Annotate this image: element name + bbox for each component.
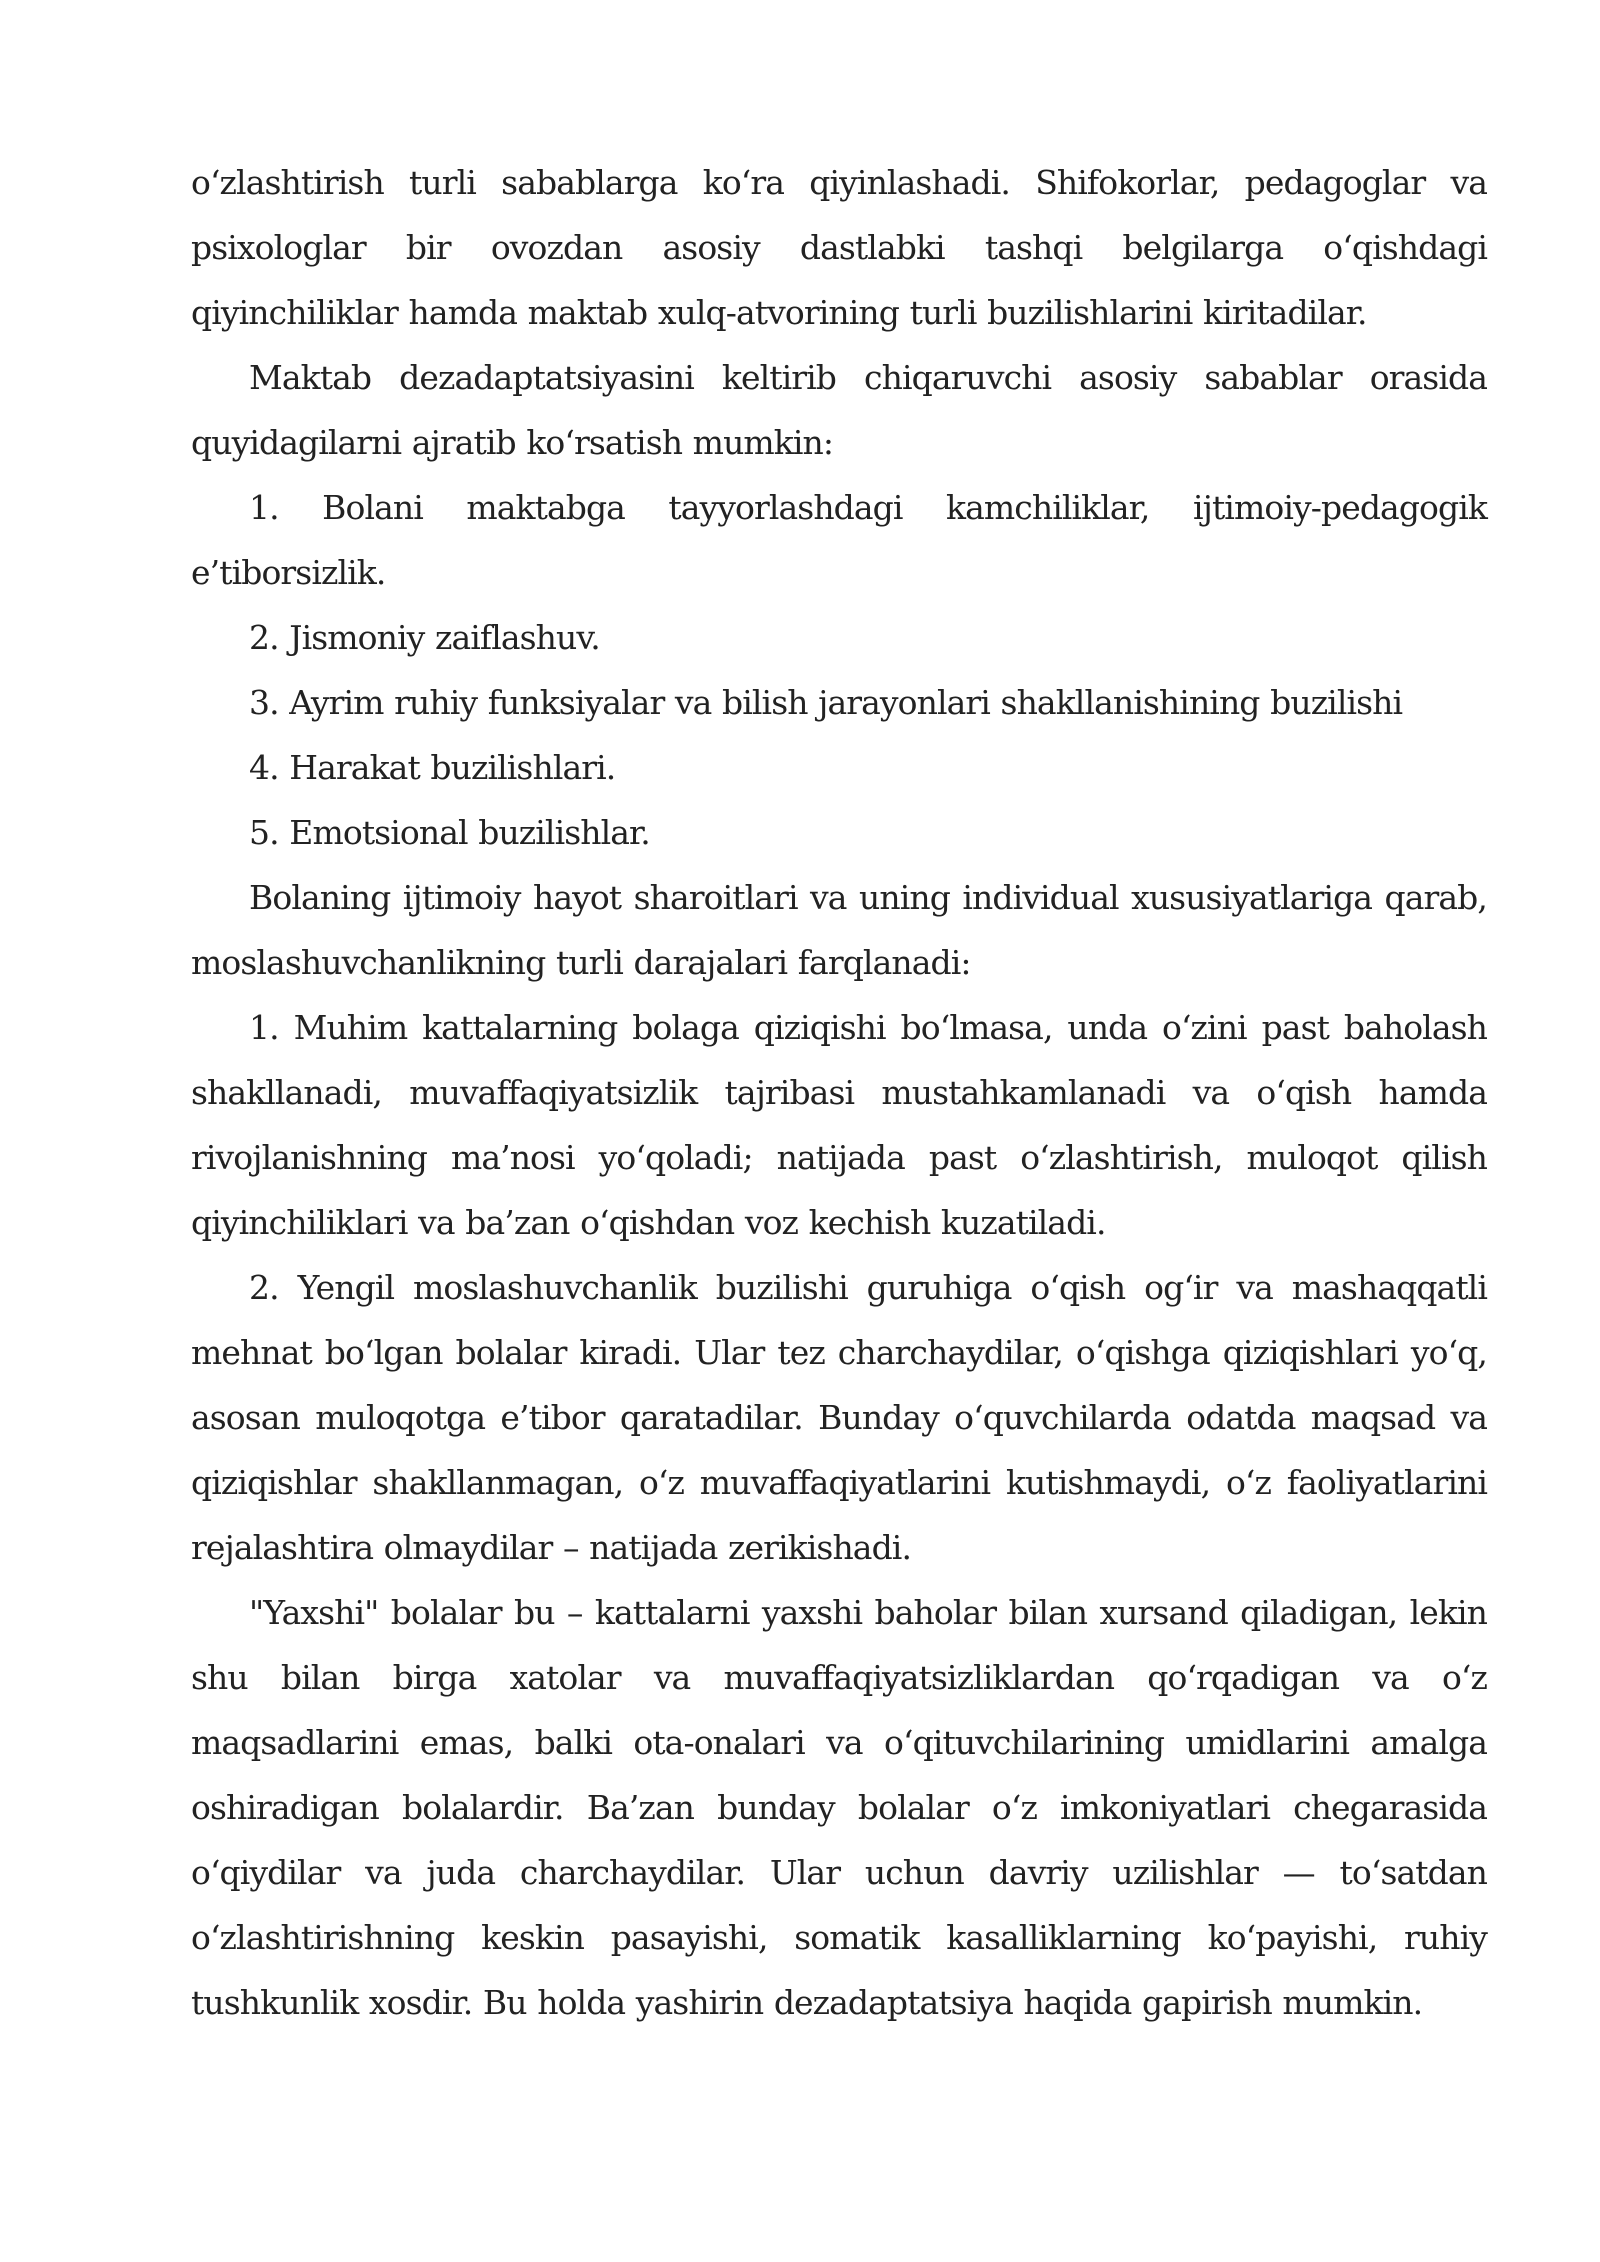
list-item-level-2: 2. Yengil moslashuvchanlik buzilishi guruhiga o‘qish og‘ir va mashaqqatli mehnat bo‘lgan bolalar kiradi. Ular tez charchaydilar, o‘qishga qiziqishlari yo‘q, asosan muloqotga e’tibor qaratadilar. Bunday o‘quvchilarda odatda maqsad va qiziqishlar shakllanmagan, o‘z muvaffaqiyatlarini kutishmaydi, o‘z faoliyatlarini rejalashtira olmaydilar – natijada zerikishadi. [191,1268,1487,1567]
list-item-cause-1: 1. Bolani maktabga tayyorlashdagi kamchiliklar, ijtimoiy-pedagogik e’tiborsizlik. [191,488,1487,592]
paragraph-continuation: o‘zlashtirish turli sabablarga ko‘ra qiyinlashadi. Shifokorlar, pedagoglar va psixologlar bir ovozdan asosiy dastlabki tashqi belgilarga o‘qishdagi qiyinchiliklar hamda maktab xulq-atvorining turli buzilishlarini kiritadilar. [191,163,1487,332]
paragraph-levels-intro: Bolaning ijtimoiy hayot sharoitlari va uning individual xususiyatlariga qarab, moslashuvchanlikning turli darajalari farqlanadi: [191,878,1487,982]
document-body [191,150,1487,2035]
paragraph-causes-intro: Maktab dezadaptatsiyasini keltirib chiqaruvchi asosiy sabablar orasida quyidagilarni ajratib ko‘rsatish mumkin: [191,358,1487,462]
list-item-cause-4: 4. Harakat buzilishlari. [249,748,616,787]
list-item-cause-2: 2. Jismoniy zaiflashuv. [249,618,600,657]
list-item-cause-5: 5. Emotsional buzilishlar. [249,813,650,852]
paragraph-good-children: "Yaxshi" bolalar bu – kattalarni yaxshi baholar bilan xursand qiladigan, lekin shu bilan birga xatolar va muvaffaqiyatsizliklardan qo‘rqadigan va o‘z maqsadlarini emas, balki ota-onalari va o‘qituvchilarining umidlarini amalga oshiradigan bolalardir. Ba’zan bunday bolalar o‘z imkoniyatlari chegarasida o‘qiydilar va juda charchaydilar. Ular uchun davriy uzilishlar — to‘satdan o‘zlashtirishning keskin pasayishi, somatik kasalliklarning ko‘payishi, ruhiy tushkunlik xosdir. Bu holda yashirin dezadaptatsiya haqida gapirish mumkin. [191,1593,1487,2022]
list-item-cause-3: 3. Ayrim ruhiy funksiyalar va bilish jarayonlari shakllanishining buzilishi [249,683,1403,722]
list-item-level-1: 1. Muhim kattalarning bolaga qiziqishi bo‘lmasa, unda o‘zini past baholash shakllanadi, muvaffaqiyatsizlik tajribasi mustahkamlanadi va o‘qish hamda rivojlanishning ma’nosi yo‘qoladi; natijada past o‘zlashtirish, muloqot qilish qiyinchiliklari va ba’zan o‘qishdan voz kechish kuzatiladi. [191,1008,1487,1242]
